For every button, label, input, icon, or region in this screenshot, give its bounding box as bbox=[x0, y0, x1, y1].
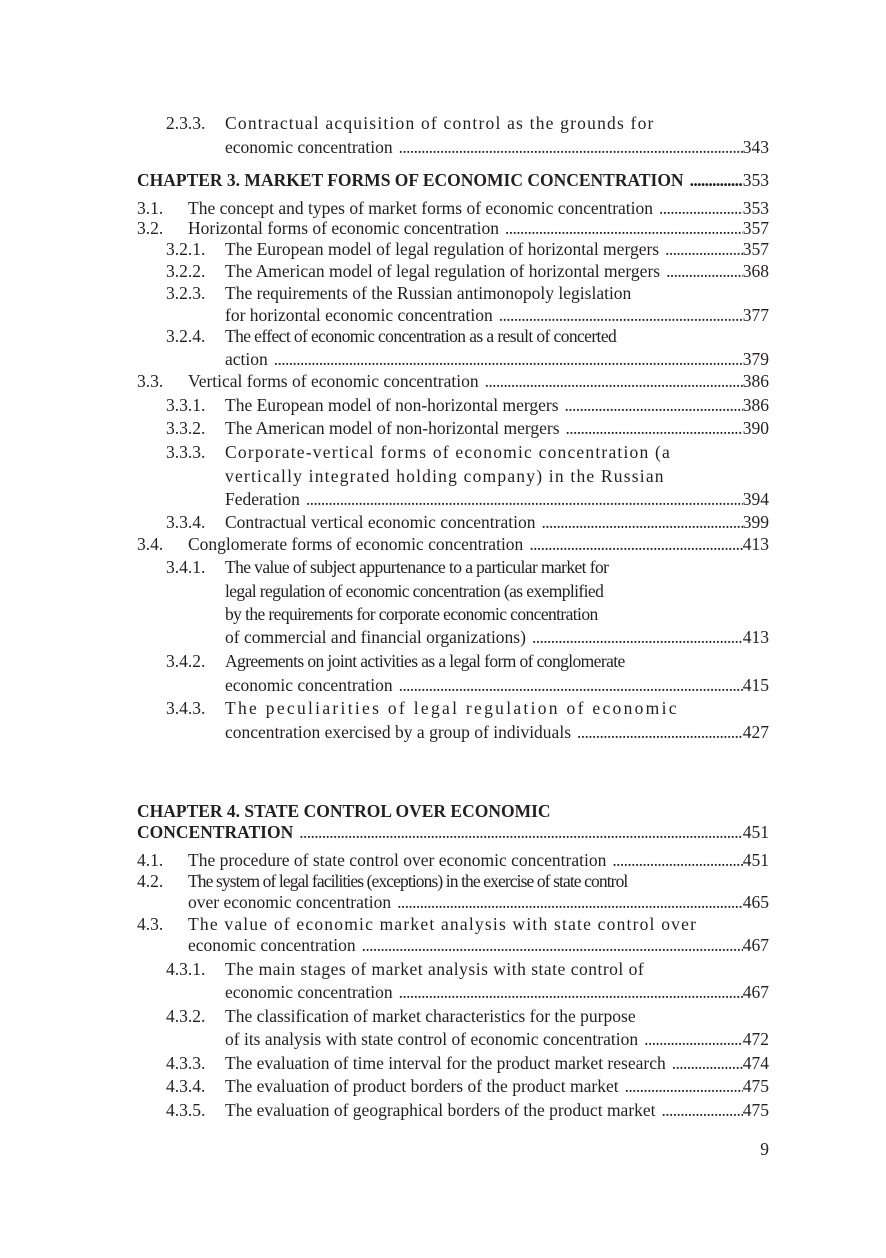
entry-title: vertically integrated holding company) in the Russian bbox=[225, 466, 665, 486]
entry-number: 3.3.4. bbox=[166, 512, 206, 532]
toc-entry bbox=[137, 1075, 769, 1097]
toc-entry bbox=[137, 260, 769, 282]
dot-leader bbox=[493, 304, 743, 326]
entry-title: The American model of legal regulation of horizontal mergers bbox=[225, 261, 661, 281]
toc-entry bbox=[137, 981, 769, 1003]
page-ref: 415 bbox=[742, 675, 769, 695]
entry-title: The European model of non-horizontal mergers bbox=[225, 395, 559, 415]
page-ref: 413 bbox=[742, 534, 769, 554]
chapter-heading bbox=[137, 821, 769, 843]
entry-title: Horizontal forms of economic concentration bbox=[188, 218, 500, 238]
toc-entry bbox=[137, 325, 769, 347]
dot-leader bbox=[684, 169, 743, 191]
toc-entry bbox=[137, 870, 769, 892]
entry-title: The concept and types of market forms of economic concentration bbox=[188, 198, 654, 218]
toc-entry bbox=[137, 511, 769, 533]
entry-title: of commercial and financial organizations) bbox=[225, 627, 526, 647]
entry-number: 3.2. bbox=[137, 218, 164, 238]
toc-entry bbox=[137, 650, 769, 672]
entry-title: The main stages of market analysis with state control of bbox=[225, 959, 645, 979]
page-ref: 379 bbox=[742, 349, 769, 369]
entry-number: 4.2. bbox=[137, 871, 164, 891]
dot-leader bbox=[560, 417, 743, 439]
entry-title: Conglomerate forms of economic concentration bbox=[188, 534, 524, 554]
entry-title: The classification of market characteristics for the purpose bbox=[225, 1006, 636, 1026]
toc-entry bbox=[137, 934, 769, 956]
entry-title: The requirements of the Russian antimonopoly legislation bbox=[225, 283, 632, 303]
dot-leader bbox=[391, 891, 743, 913]
toc-entry bbox=[137, 603, 769, 625]
toc-entry bbox=[137, 556, 769, 578]
page-ref: 343 bbox=[742, 137, 769, 157]
entry-title: by the requirements for corporate economic concentration bbox=[225, 604, 598, 624]
entry-title: concentration exercised by a group of individuals bbox=[225, 722, 572, 742]
dot-leader bbox=[268, 348, 743, 370]
toc-entry bbox=[137, 348, 769, 370]
toc-entry bbox=[137, 580, 769, 602]
dot-leader bbox=[536, 511, 743, 533]
dot-leader bbox=[666, 1052, 743, 1074]
entry-title: legal regulation of economic concentration (as exemplified bbox=[225, 581, 604, 601]
toc-entry bbox=[137, 112, 769, 134]
entry-number: 3.2.2. bbox=[166, 261, 206, 281]
page-ref: 413 bbox=[742, 627, 769, 647]
entry-number: 3.3.1. bbox=[166, 395, 206, 415]
toc-entry bbox=[137, 697, 769, 719]
entry-title: action bbox=[225, 349, 268, 369]
entry-title: Agreements on joint activities as a legal form of conglomerate bbox=[225, 651, 625, 671]
chapter-title: CHAPTER 3. MARKET FORMS OF ECONOMIC CONCENTRATION bbox=[137, 170, 684, 190]
entry-number: 4.3.4. bbox=[166, 1076, 206, 1096]
entry-number: 3.4.1. bbox=[166, 557, 206, 577]
dot-leader bbox=[479, 370, 743, 392]
dot-leader bbox=[393, 674, 743, 696]
chapter-title: CONCENTRATION bbox=[137, 822, 294, 842]
dot-leader bbox=[499, 217, 743, 239]
toc-entry bbox=[137, 394, 769, 416]
page-ref: 353 bbox=[742, 198, 769, 218]
entry-number: 3.3. bbox=[137, 371, 164, 391]
toc-entry bbox=[137, 282, 769, 304]
toc-entry bbox=[137, 891, 769, 913]
toc-entry bbox=[137, 136, 769, 158]
page-ref: 467 bbox=[742, 982, 769, 1002]
toc-entry bbox=[137, 849, 769, 871]
page-ref: 475 bbox=[742, 1076, 769, 1096]
page-ref: 472 bbox=[742, 1029, 769, 1049]
entry-title: The evaluation of time interval for the product market research bbox=[225, 1053, 666, 1073]
toc-entry bbox=[137, 197, 769, 219]
dot-leader bbox=[653, 197, 743, 219]
toc-entry bbox=[137, 304, 769, 326]
entry-title: The evaluation of geographical borders of the product market bbox=[225, 1100, 656, 1120]
page-ref: 451 bbox=[742, 822, 769, 842]
page-ref: 474 bbox=[742, 1053, 769, 1073]
toc-entry bbox=[137, 1028, 769, 1050]
page-ref: 386 bbox=[742, 371, 769, 391]
toc-entry bbox=[137, 1052, 769, 1074]
entry-title: The procedure of state control over economic concentration bbox=[188, 850, 607, 870]
entry-number: 3.4.3. bbox=[166, 698, 206, 718]
page-ref: 427 bbox=[742, 722, 769, 742]
entry-title: Contractual acquisition of control as the grounds for bbox=[225, 113, 655, 133]
page-ref: 465 bbox=[742, 892, 769, 912]
toc-entry bbox=[137, 533, 769, 555]
entry-number: 3.3.3. bbox=[166, 442, 206, 462]
page-ref: 357 bbox=[742, 218, 769, 238]
page-ref: 353 bbox=[742, 170, 769, 190]
toc-entry bbox=[137, 488, 769, 510]
entry-title: for horizontal economic concentration bbox=[225, 305, 493, 325]
entry-title: Corporate-vertical forms of economic concentration (a bbox=[225, 442, 672, 462]
toc-entry bbox=[137, 626, 769, 648]
dot-leader bbox=[606, 849, 742, 871]
chapter-heading bbox=[137, 169, 769, 191]
entry-title: economic concentration bbox=[225, 982, 393, 1002]
chapter-heading bbox=[137, 800, 769, 822]
entry-title: The effect of economic concentration as a result of concerted bbox=[225, 326, 617, 346]
entry-title: The value of economic market analysis with state control over bbox=[188, 914, 698, 934]
entry-title: The evaluation of product borders of the product market bbox=[225, 1076, 619, 1096]
toc-entry bbox=[137, 674, 769, 696]
dot-leader bbox=[656, 1099, 743, 1121]
entry-number: 3.4. bbox=[137, 534, 164, 554]
page-ref: 475 bbox=[742, 1100, 769, 1120]
entry-number: 3.4.2. bbox=[166, 651, 206, 671]
page-ref: 467 bbox=[742, 935, 769, 955]
dot-leader bbox=[523, 533, 742, 555]
toc-entry bbox=[137, 721, 769, 743]
toc-entry bbox=[137, 441, 769, 463]
toc-entry bbox=[137, 370, 769, 392]
entry-title: Contractual vertical economic concentration bbox=[225, 512, 536, 532]
entry-title: The value of subject appurtenance to a particular market for bbox=[225, 557, 609, 577]
dot-leader bbox=[393, 981, 743, 1003]
dot-leader bbox=[571, 721, 743, 743]
page-number: 9 bbox=[760, 1139, 769, 1159]
entry-number: 4.3.1. bbox=[166, 959, 206, 979]
dot-leader bbox=[526, 626, 743, 648]
entry-title: over economic concentration bbox=[188, 892, 392, 912]
page-ref: 377 bbox=[742, 305, 769, 325]
entry-number: 4.3.3. bbox=[166, 1053, 206, 1073]
dot-leader bbox=[660, 260, 743, 282]
entry-number: 3.3.2. bbox=[166, 418, 206, 438]
toc-entry bbox=[137, 417, 769, 439]
entry-number: 3.2.3. bbox=[166, 283, 206, 303]
dot-leader bbox=[393, 136, 743, 158]
chapter-title: CHAPTER 4. STATE CONTROL OVER ECONOMIC bbox=[137, 801, 551, 821]
toc-entry bbox=[137, 958, 769, 980]
toc-entry bbox=[137, 1099, 769, 1121]
entry-title: The peculiarities of legal regulation of economic bbox=[225, 698, 679, 718]
page-ref: 451 bbox=[742, 850, 769, 870]
toc-entry bbox=[137, 913, 769, 935]
entry-title: economic concentration bbox=[188, 935, 356, 955]
entry-title: The European model of legal regulation of horizontal mergers bbox=[225, 239, 660, 259]
entry-title: The system of legal facilities (exceptions) in the exercise of state control bbox=[188, 871, 628, 891]
entry-number: 3.1. bbox=[137, 198, 164, 218]
toc-entry bbox=[137, 238, 769, 260]
page-ref: 368 bbox=[742, 261, 769, 281]
entry-title: of its analysis with state control of economic concentration bbox=[225, 1029, 639, 1049]
entry-number: 4.1. bbox=[137, 850, 164, 870]
entry-number: 2.3.3. bbox=[166, 113, 206, 133]
dot-leader bbox=[356, 934, 743, 956]
entry-title: economic concentration bbox=[225, 137, 393, 157]
dot-leader bbox=[619, 1075, 743, 1097]
page-ref: 394 bbox=[742, 489, 769, 509]
dot-leader bbox=[293, 821, 743, 843]
entry-number: 3.2.1. bbox=[166, 239, 206, 259]
entry-title: The American model of non-horizontal mergers bbox=[225, 418, 560, 438]
entry-title: economic concentration bbox=[225, 675, 393, 695]
toc-entry bbox=[137, 465, 769, 487]
dot-leader bbox=[300, 488, 743, 510]
page-ref: 399 bbox=[742, 512, 769, 532]
entry-title: Vertical forms of economic concentration bbox=[188, 371, 479, 391]
entry-number: 4.3.5. bbox=[166, 1100, 206, 1120]
entry-number: 4.3. bbox=[137, 914, 164, 934]
entry-title: Federation bbox=[225, 489, 300, 509]
toc-entry bbox=[137, 217, 769, 239]
page-ref: 390 bbox=[742, 418, 769, 438]
toc-entry bbox=[137, 1005, 769, 1027]
entry-number: 4.3.2. bbox=[166, 1006, 206, 1026]
dot-leader bbox=[638, 1028, 743, 1050]
entry-number: 3.2.4. bbox=[166, 326, 206, 346]
dot-leader bbox=[659, 238, 743, 260]
dot-leader bbox=[559, 394, 743, 416]
page-ref: 357 bbox=[742, 239, 769, 259]
page-ref: 386 bbox=[742, 395, 769, 415]
